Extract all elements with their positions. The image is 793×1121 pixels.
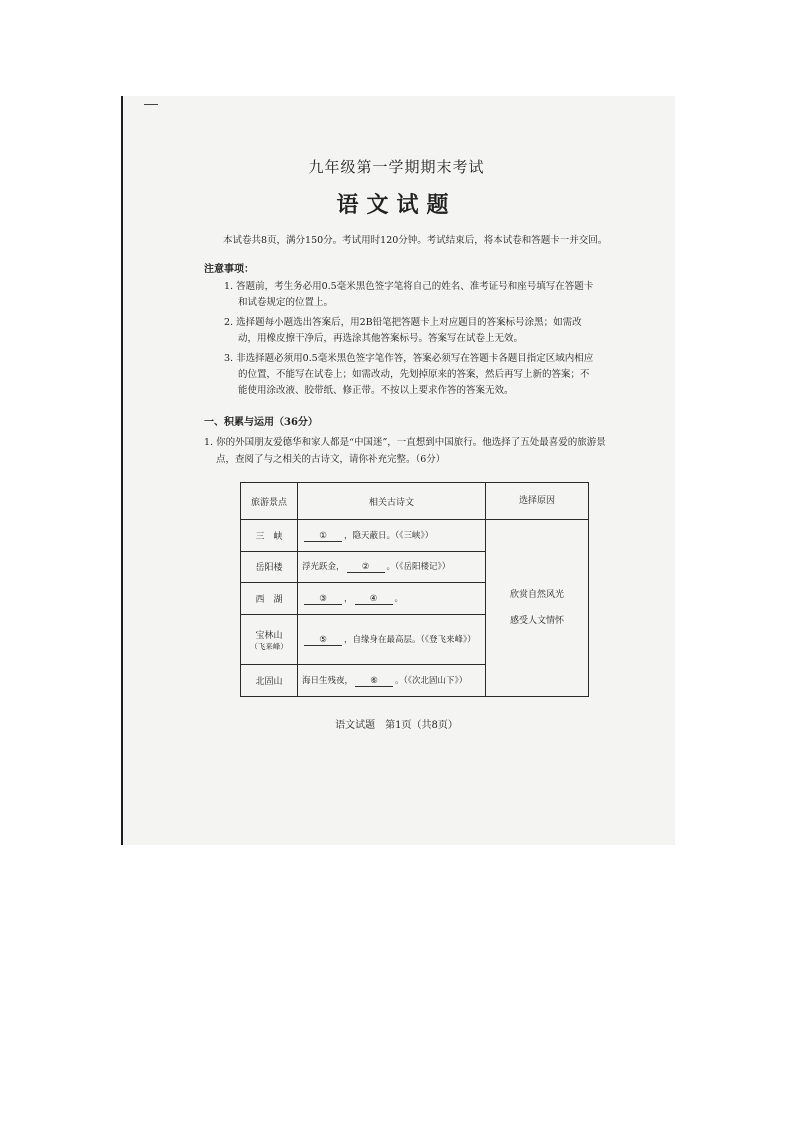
question-1-text: 1. 你的外国朋友爱德华和家人都是“中国迷”，一直想到中国旅行。他选择了五处最喜爱的旅游景点，查阅了与之相关的古诗文，请你补充完整。（6分） <box>204 437 606 465</box>
table-header-row <box>241 483 589 520</box>
poem-after: 。 <box>394 593 404 604</box>
note-item: 2. 选择题每小题选出答案后，用2B铅笔把答题卡上对应题目的答案标号涂黑；如需改动，用橡皮擦干净后，再选涂其他答案标号。答案写在试卷上无效。 <box>224 317 582 344</box>
note-item: 1. 答题前，考生务必用0.5毫米黑色签字笔将自己的姓名、准考证号和座号填写在答题卡和试卷规定的位置上。 <box>224 281 594 308</box>
answer-blank: ③ <box>304 594 342 605</box>
notes-list <box>224 279 596 403</box>
poem-cell <box>298 551 486 583</box>
poem-table <box>240 482 589 697</box>
spot-name: 宝林山 <box>255 630 283 641</box>
corner-mark <box>144 104 158 105</box>
poem-after: ，隐天蔽日。（《三峡》） <box>344 530 434 541</box>
answer-blank: ⑥ <box>355 676 393 687</box>
exam-title: 九年级第一学期期末考试 <box>308 158 485 176</box>
page-footer: 语文试题 第1页（共8页） <box>335 720 458 731</box>
exam-intro: 本试卷共8页，满分150分。考试用时120分钟。考试结束后，将本试卷和答题卡一并交回。 <box>223 235 608 246</box>
answer-blank: ② <box>347 562 385 573</box>
header-poem: 相关古诗文 <box>298 483 486 520</box>
answer-blank: ① <box>304 531 342 542</box>
note-item: 3. 非选择题必须用0.5毫米黑色签字笔作答，答案必须写在答题卡各题目指定区域内相应的位置，不能写在试卷上；如需改动，先划掉原来的答案，然后再写上新的答案；不能使用涂改液、胶带纸、修正带。不按以上要求作答的答案无效。 <box>224 353 594 396</box>
spot-cell <box>241 551 298 583</box>
poem-mid: ， <box>344 593 353 604</box>
subject-title: 语文试题 <box>336 192 457 218</box>
spot-name: 西 湖 <box>255 594 283 605</box>
answer-blank: ⑤ <box>304 635 342 646</box>
poem-before: 海日生残夜， <box>302 676 354 687</box>
poem-after: 。（《次北固山下》） <box>395 676 468 687</box>
spot-cell <box>241 614 298 665</box>
poem-after: 。（《岳阳楼记》） <box>386 562 451 573</box>
spot-name: 岳阳楼 <box>255 563 283 574</box>
notes-heading: 注意事项： <box>204 264 254 275</box>
reason-text: 欣赏自然风光 <box>509 590 564 600</box>
spot-name: 北固山 <box>255 677 283 688</box>
table-row <box>241 520 589 552</box>
header-reason: 选择原因 <box>486 483 589 520</box>
poem-cell <box>298 665 486 697</box>
poem-after: ，自缘身在最高层。（《登飞来峰》） <box>344 635 476 645</box>
section-heading: 一、积累与运用（36分） <box>204 417 318 428</box>
spot-name: 三 峡 <box>255 531 283 542</box>
spot-cell <box>241 520 298 552</box>
spot-note: （飞来峰） <box>250 641 288 651</box>
poem-cell <box>298 520 486 552</box>
poem-cell <box>298 614 486 665</box>
poem-before: 浮光跃金， <box>302 562 345 573</box>
reason-cell <box>486 520 589 697</box>
spot-cell <box>241 665 298 697</box>
answer-blank: ④ <box>355 594 393 605</box>
spot-cell <box>241 583 298 615</box>
header-spot: 旅游景点 <box>241 483 298 520</box>
reason-text: 感受人文情怀 <box>509 616 564 626</box>
poem-cell <box>298 583 486 615</box>
